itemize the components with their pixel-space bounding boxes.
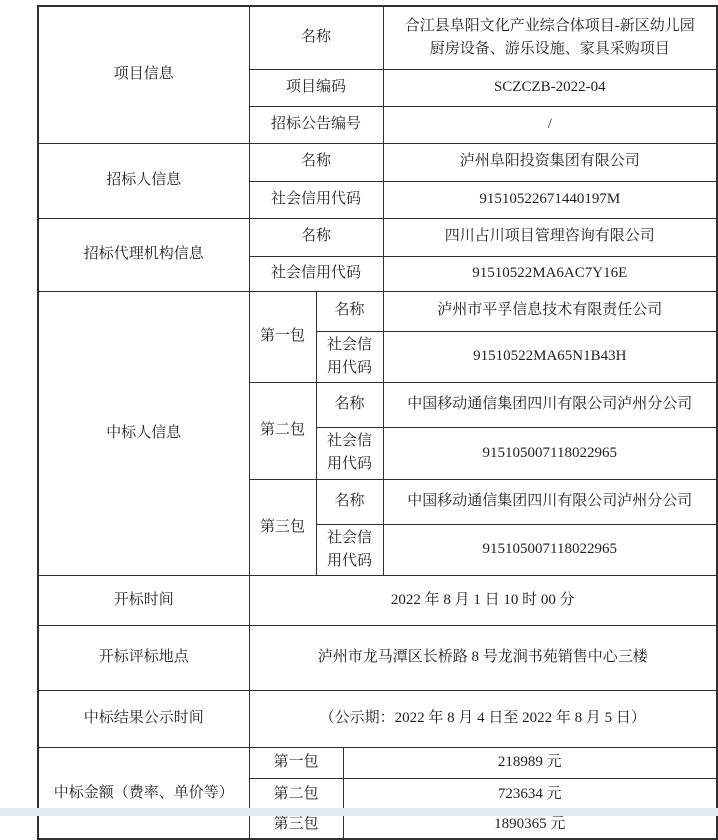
project-name-value-cell: 合江县阜阳文化产业综合体项目-新区幼儿园厨房设备、游乐设施、家具采购项目	[383, 6, 717, 69]
agency-section-label: 招标代理机构信息	[38, 218, 249, 291]
opening-place-value-cell: 泸州市龙马潭区长桥路 8 号龙涧书苑销售中心三楼	[249, 626, 717, 691]
tender-notice-label-cell: 招标公告编号	[249, 106, 383, 143]
winner-package3-credit-label-cell: 社会信用代码	[316, 524, 383, 576]
publicity-time-value-cell: （公示期：2022 年 8 月 4 日至 2022 年 8 月 5 日）	[249, 691, 717, 748]
winner-package2-credit-label-cell: 社会信用代码	[316, 428, 383, 480]
winner-package1-name-label-cell: 名称	[316, 291, 383, 331]
amount-package3-value-cell: 1890365 元	[343, 811, 717, 840]
table-row	[38, 576, 717, 626]
winner-package3-name-label-cell: 名称	[316, 479, 383, 524]
tender-notice-value-cell: /	[383, 106, 717, 143]
tenderer-credit-value-cell: 91510522671440197M	[383, 181, 717, 218]
amount-package2-label-cell: 第二包	[249, 779, 343, 811]
winner-package3-name-value-cell: 中国移动通信集团四川有限公司泸州分公司	[383, 479, 717, 524]
winner-package1-credit-value-cell: 91510522MA65N1B43H	[383, 331, 717, 383]
project-code-label-cell: 项目编码	[249, 69, 383, 106]
amount-package1-value-cell: 218989 元	[343, 748, 717, 779]
tenderer-section-label: 招标人信息	[38, 143, 249, 218]
table-row	[38, 6, 717, 69]
project-code-value-cell: SCZCZB-2022-04	[383, 69, 717, 106]
tenderer-name-value-cell: 泸州阜阳投资集团有限公司	[383, 143, 717, 181]
winner-package3-label-cell: 第三包	[249, 479, 316, 576]
winner-package1-name-value-cell: 泸州市平孚信息技术有限责任公司	[383, 291, 717, 331]
agency-credit-label-cell: 社会信用代码	[249, 256, 383, 291]
winner-package3-credit-value-cell: 915105007118022965	[383, 524, 717, 576]
winner-package1-label-cell: 第一包	[249, 291, 316, 383]
table-row	[38, 291, 717, 331]
winner-package2-credit-value-cell: 915105007118022965	[383, 428, 717, 480]
agency-name-label-cell: 名称	[249, 218, 383, 256]
opening-time-label-cell: 开标时间	[38, 576, 249, 626]
project-info-section-label: 项目信息	[38, 6, 249, 143]
winner-package2-name-value-cell: 中国移动通信集团四川有限公司泸州分公司	[383, 383, 717, 428]
publicity-time-label-cell: 中标结果公示时间	[38, 691, 249, 748]
amounts-section-label: 中标金额（费率、单价等）	[38, 748, 249, 840]
winners-section-label: 中标人信息	[38, 291, 249, 576]
page-bottom-strip	[0, 808, 718, 816]
project-name-label-cell: 名称	[249, 6, 383, 69]
agency-credit-value-cell: 91510522MA6AC7Y16E	[383, 256, 717, 291]
opening-place-label-cell: 开标评标地点	[38, 626, 249, 691]
winner-package2-label-cell: 第二包	[249, 383, 316, 480]
agency-name-value-cell: 四川占川项目管理咨询有限公司	[383, 218, 717, 256]
table-row	[38, 218, 717, 256]
winner-package2-name-label-cell: 名称	[316, 383, 383, 428]
tenderer-name-label-cell: 名称	[249, 143, 383, 181]
opening-time-value-cell: 2022 年 8 月 1 日 10 时 00 分	[249, 576, 717, 626]
bid-result-table	[37, 5, 718, 840]
amount-package2-value-cell: 723634 元	[343, 779, 717, 811]
amount-package3-label-cell: 第三包	[249, 811, 343, 840]
table-row	[38, 748, 717, 779]
winner-package1-credit-label-cell: 社会信用代码	[316, 331, 383, 383]
tenderer-credit-label-cell: 社会信用代码	[249, 181, 383, 218]
table-row	[38, 626, 717, 691]
table-row	[38, 691, 717, 748]
table-row	[38, 143, 717, 181]
amount-package1-label-cell: 第一包	[249, 748, 343, 779]
